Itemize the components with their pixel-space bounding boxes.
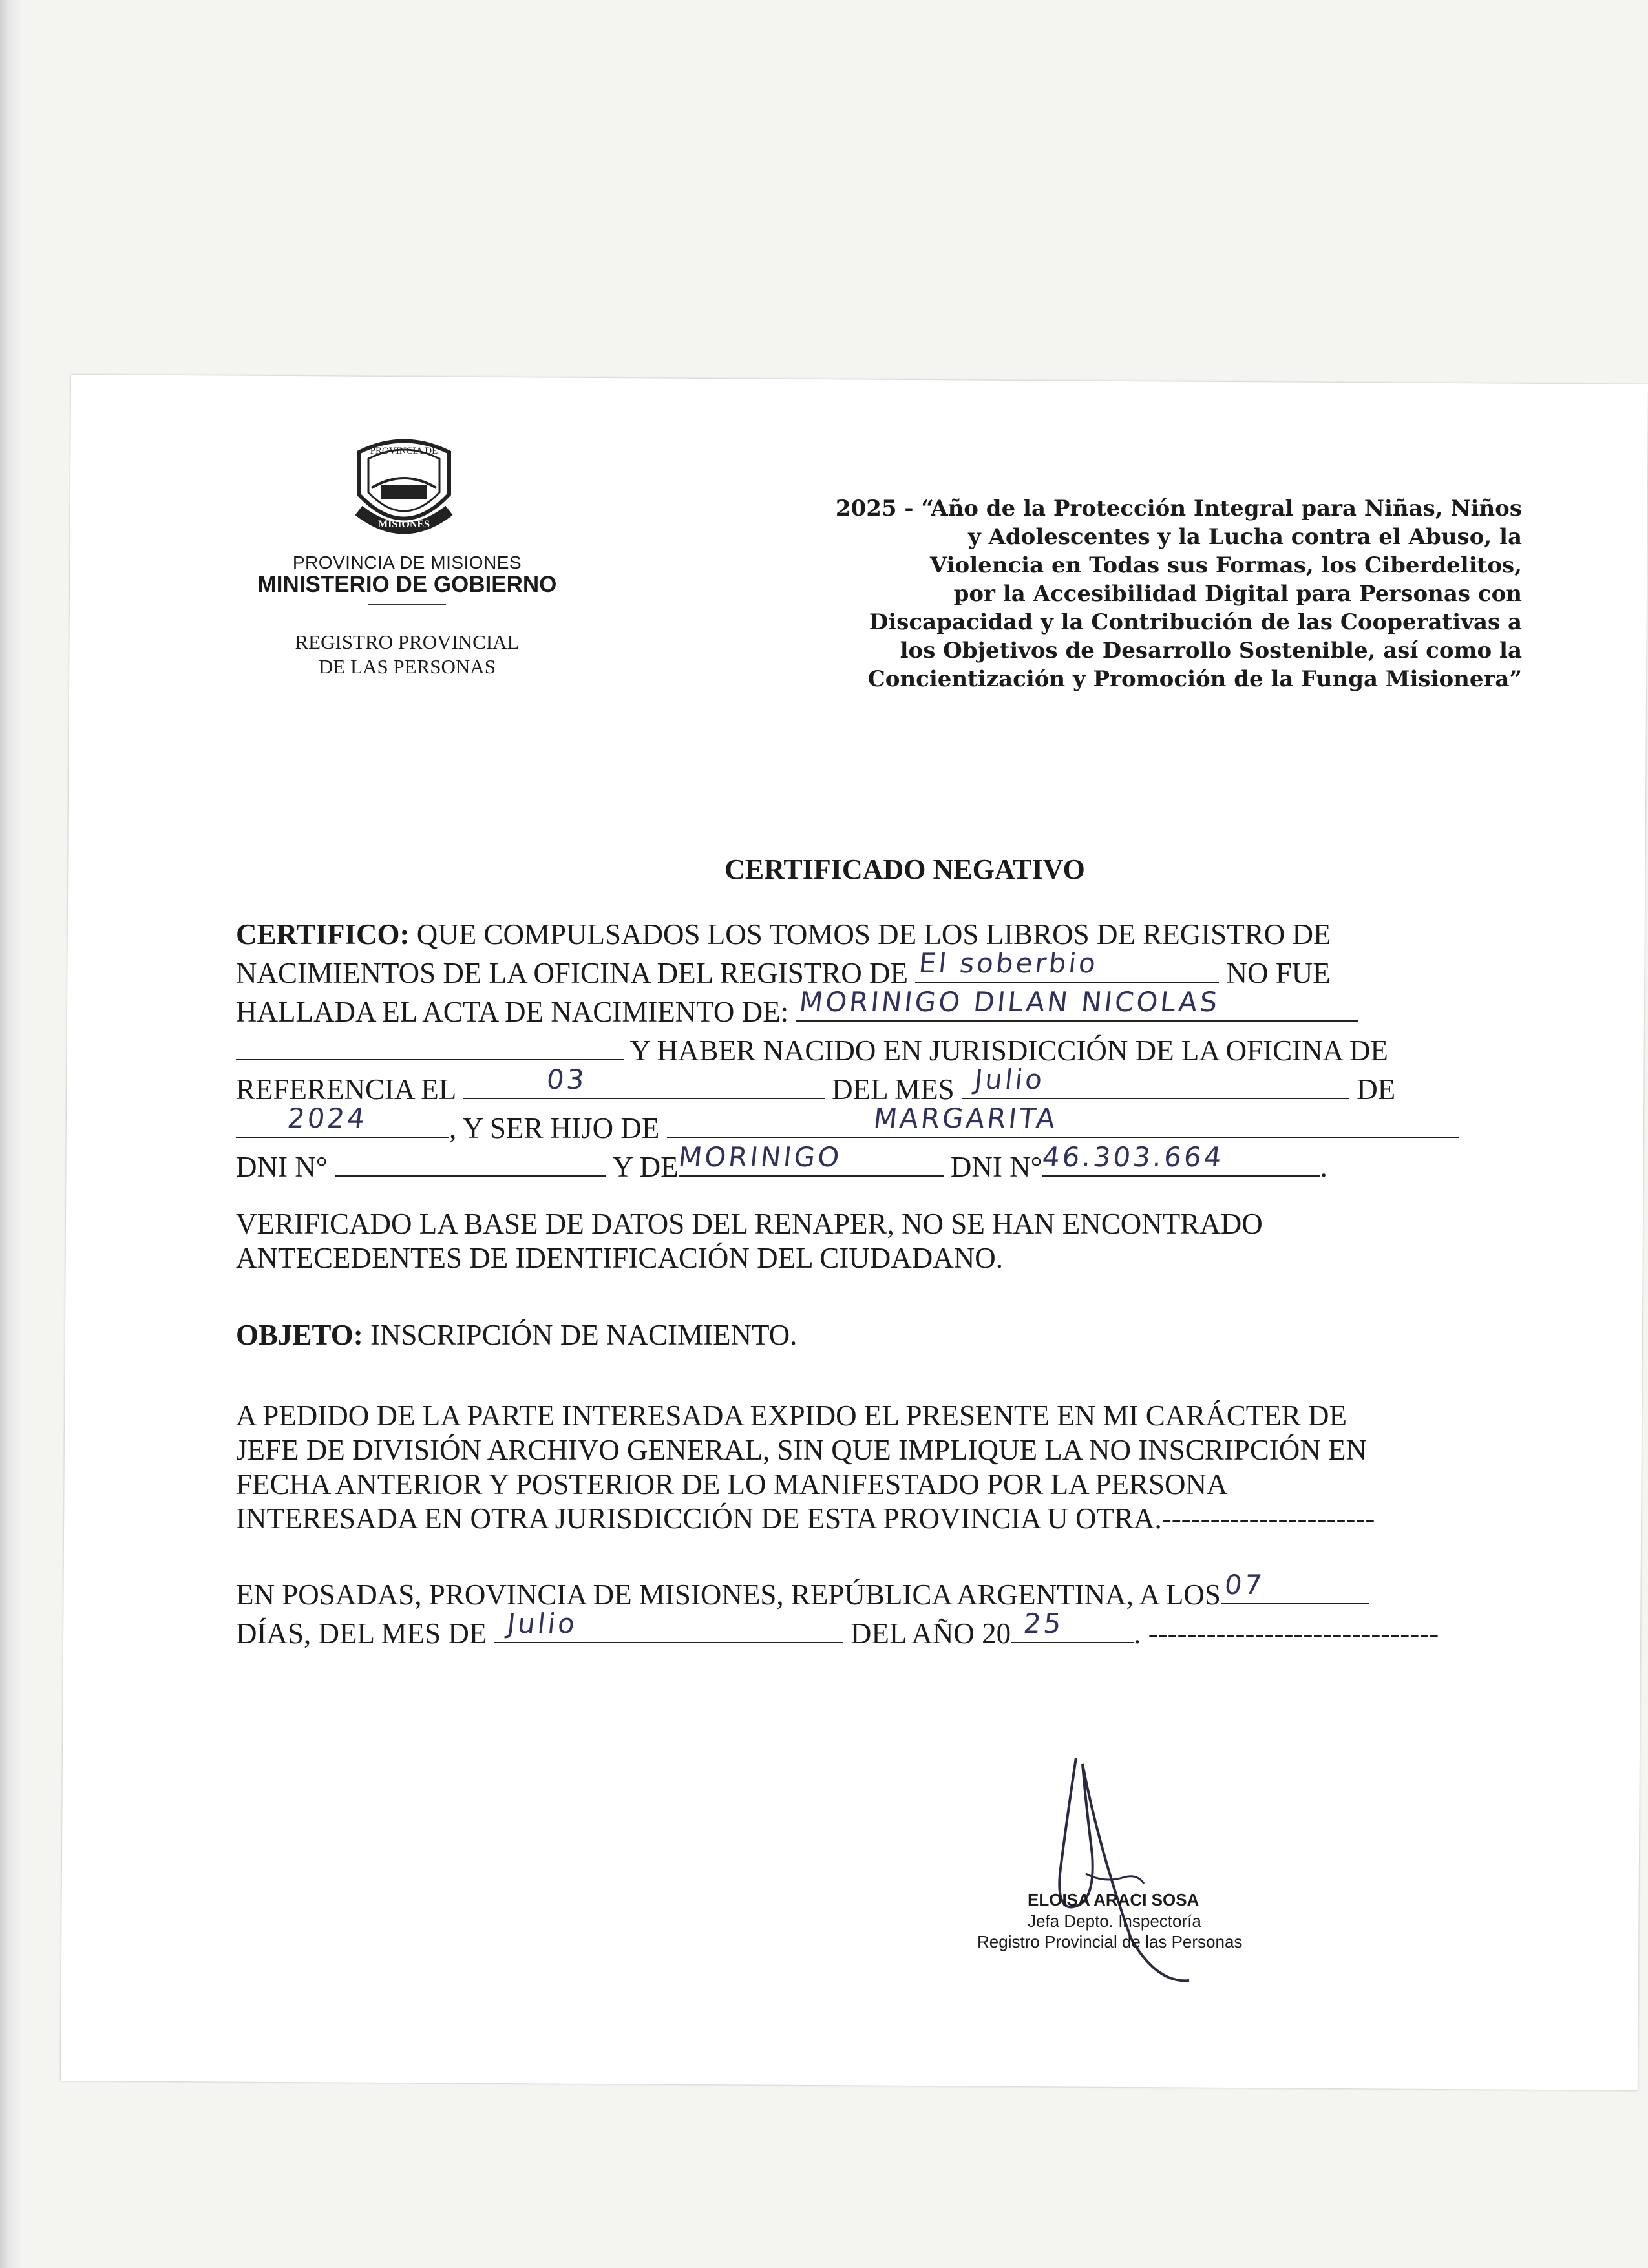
father-dni-field	[335, 1146, 606, 1177]
birth-year-handwriting: 2024	[286, 1102, 369, 1134]
signatory-organization: Registro Provincial de las Personas	[977, 1932, 1243, 1951]
child-name-continuation-field	[236, 1029, 624, 1060]
birth-month-handwriting: Julio	[973, 1064, 1046, 1095]
certifico-text: HALLADA EL ACTA DE NACIMIENTO DE:	[236, 996, 796, 1028]
issue-month-handwriting: Julio	[505, 1608, 579, 1639]
objeto-text: INSCRIPCIÓN DE NACIMIENTO.	[363, 1319, 798, 1351]
motto-line: y Adolescentes y la Lucha contra el Abuso, la	[967, 524, 1522, 550]
registry-name	[246, 630, 569, 679]
issue-year-field	[1011, 1608, 1134, 1643]
registry-line-1: REGISTRO PROVINCIAL	[295, 631, 520, 653]
certifico-text: DEL MES	[824, 1073, 962, 1106]
motto-line: Violencia en Todas sus Formas, los Ciberdelitos,	[929, 552, 1522, 578]
header-divider	[368, 604, 446, 605]
signatory-name: ELOISA ARACI SOSA	[1028, 1890, 1199, 1909]
certifico-paragraph	[236, 918, 1522, 1184]
scan-edge	[0, 0, 23, 2268]
document-title: CERTIFICADO NEGATIVO	[724, 854, 1085, 885]
verificado-paragraph	[236, 1207, 1522, 1276]
signatory-role: Jefa Depto. Inspectoría	[1028, 1911, 1201, 1931]
verificado-line: ANTECEDENTES DE IDENTIFICACIÓN DEL CIUDADANO.	[236, 1242, 1003, 1274]
mother-surname-field	[677, 1141, 944, 1177]
motto-line: por la Accesibilidad Digital para Personas con	[953, 581, 1522, 607]
office-field	[915, 947, 1219, 983]
issue-day-field	[1221, 1569, 1369, 1604]
motto-line: Discapacidad y la Contribución de las Cooperativas a	[869, 609, 1522, 635]
certifico-text: QUE COMPULSADOS LOS TOMOS DE LOS LIBROS DE REGISTRO DE	[409, 918, 1331, 950]
pedido-line: A PEDIDO DE LA PARTE INTERESADA EXPIDO EL PRESENTE EN MI CARÁCTER DE	[236, 1400, 1347, 1432]
mother-dni-field	[1041, 1141, 1320, 1177]
pedido-line: INTERESADA EN OTRA JURISDICCIÓN DE ESTA PROVINCIA U OTRA.----------------------	[236, 1502, 1375, 1535]
certifico-text: , Y SER HIJO DE	[449, 1112, 667, 1144]
pedido-line: FECHA ANTERIOR Y POSTERIOR DE LO MANIFESTADO POR LA PERSONA	[236, 1468, 1228, 1500]
handwritten-signature	[963, 1745, 1312, 1990]
motto-line: Concientización y Promoción de la Funga Misionera”	[867, 666, 1522, 692]
certifico-text: DE	[1349, 1073, 1396, 1106]
mother-surname-handwriting: MORINIGO	[677, 1141, 843, 1173]
mother-dni-handwriting: 46.303.664	[1041, 1141, 1225, 1173]
certifico-text: DNI N°	[236, 1151, 335, 1183]
closing-text: DEL AÑO 20	[843, 1617, 1011, 1650]
mother-name-field	[667, 1102, 1459, 1138]
motto-line: los Objetivos de Desarrollo Sostenible, así como la	[900, 638, 1522, 664]
certifico-text: REFERENCIA EL	[236, 1073, 463, 1106]
certifico-label: CERTIFICO:	[236, 918, 410, 950]
year-motto	[711, 494, 1522, 693]
certifico-text: NACIMIENTOS DE LA OFICINA DEL REGISTRO DE	[236, 957, 916, 989]
svg-text:MISIONES: MISIONES	[377, 519, 430, 530]
pedido-line: JEFE DE DIVISIÓN ARCHIVO GENERAL, SIN QUE IMPLIQUE LA NO INSCRIPCIÓN EN	[236, 1434, 1367, 1466]
pedido-paragraph	[236, 1399, 1522, 1536]
objeto-label: OBJETO:	[236, 1319, 363, 1351]
birth-month-field	[962, 1064, 1349, 1099]
registry-line-2: DE LAS PERSONAS	[319, 655, 496, 678]
ministry-name: MINISTERIO DE GOBIERNO	[257, 572, 557, 597]
certifico-text: NO FUE	[1219, 957, 1331, 989]
closing-text: DÍAS, DEL MES DE	[236, 1617, 494, 1650]
birth-day-field	[463, 1064, 825, 1099]
closing-text: EN POSADAS, PROVINCIA DE MISIONES, REPÚBLICA ARGENTINA, A LOS	[236, 1579, 1221, 1611]
office-handwriting: El soberbio	[917, 947, 1100, 979]
certifico-text: Y DE	[606, 1151, 679, 1183]
motto-line: 2025 - “Año de la Protección Integral para Niñas, Niños	[835, 496, 1522, 521]
child-name-handwriting: MORINIGO DILAN NICOLAS	[798, 986, 1222, 1018]
issue-day-handwriting: 07	[1223, 1569, 1266, 1601]
svg-text:PROVINCIA DE: PROVINCIA DE	[370, 446, 438, 456]
mother-name-handwriting: MARGARITA	[872, 1102, 1059, 1134]
issue-year-handwriting: 25	[1022, 1608, 1066, 1639]
certifico-text: Y HABER NACIDO EN JURISDICCIÓN DE LA OFICINA DE	[624, 1034, 1388, 1067]
closing-paragraph	[236, 1569, 1522, 1651]
objeto-paragraph	[236, 1318, 1522, 1352]
certifico-text: DNI N°	[943, 1151, 1042, 1183]
issue-month-field	[494, 1608, 843, 1643]
verificado-line: VERIFICADO LA BASE DE DATOS DEL RENAPER, NO SE HAN ENCONTRADO	[236, 1208, 1263, 1240]
province-crest-icon	[346, 433, 462, 543]
certifico-text: .	[1320, 1151, 1327, 1183]
closing-text: . ------------------------------	[1134, 1617, 1439, 1650]
child-name-field	[796, 986, 1358, 1022]
birth-year-field	[236, 1102, 449, 1138]
birth-day-handwriting: 03	[545, 1064, 588, 1095]
province-name: PROVINCIA DE MISIONES	[292, 552, 522, 572]
